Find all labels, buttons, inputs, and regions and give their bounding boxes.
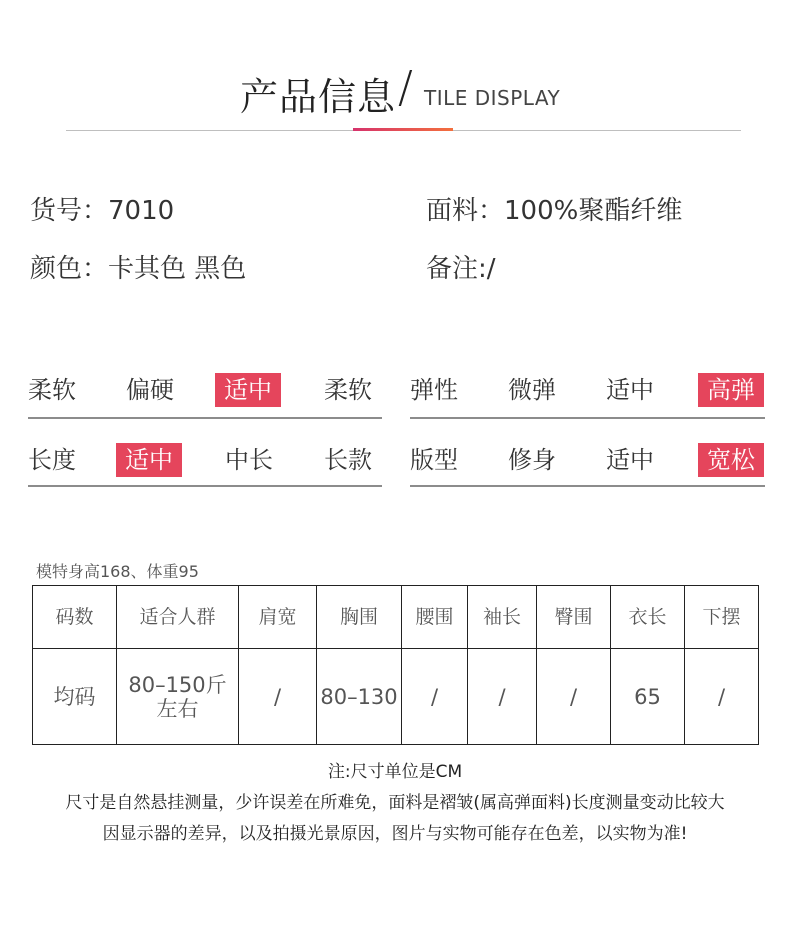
cell-shoulder: / (239, 649, 317, 745)
header-length: 衣长 (611, 586, 685, 649)
item-number: 货号：7010 (30, 196, 175, 226)
size-table (32, 585, 759, 745)
title-slash: / (398, 62, 413, 113)
elasticity-option-high-selected: 高弹 (698, 373, 764, 407)
length-row-line (28, 485, 382, 487)
header-fit-group: 适合人群 (117, 586, 239, 649)
cell-waist: / (402, 649, 468, 745)
cell-chest: 80–130 (317, 649, 402, 745)
softness-row-line (28, 417, 382, 419)
header-accent-bar (353, 128, 453, 131)
fit-option-loose-selected: 宽松 (698, 443, 764, 477)
measurement-note: 尺寸是自然悬挂测量，少许误差在所难免，面料是褶皱(属高弹面料)长度测量变动比较大 (65, 793, 725, 813)
softness-option-medium-selected: 适中 (215, 373, 281, 407)
header-hip: 臀围 (537, 586, 611, 649)
elasticity-label: 弹性 (410, 376, 458, 404)
cell-fit-group-line2: 左右 (156, 696, 199, 721)
cell-fit-group (117, 649, 239, 745)
header-sleeve: 袖长 (468, 586, 537, 649)
length-option-medium-selected: 适中 (116, 443, 182, 477)
fit-row-line (410, 485, 765, 487)
remark-info: 备注:/ (426, 254, 496, 284)
page-title: 产品信息 (240, 75, 397, 119)
length-label: 长度 (28, 446, 76, 474)
cell-sleeve: / (468, 649, 537, 745)
cell-length: 65 (611, 649, 685, 745)
cell-hem: / (685, 649, 759, 745)
length-option-mid-long: 中长 (225, 446, 273, 474)
color-info: 颜色：卡其色 黑色 (30, 254, 247, 284)
cell-fit-group-line1: 80–150斤 (128, 672, 227, 697)
unit-note: 注:尺寸单位是CM (327, 762, 463, 782)
cell-hip: / (537, 649, 611, 745)
header-chest: 胸围 (317, 586, 402, 649)
softness-option-soft: 柔软 (324, 376, 372, 404)
softness-label: 柔软 (28, 376, 76, 404)
elasticity-option-medium: 适中 (606, 376, 654, 404)
elasticity-option-slight: 微弹 (508, 376, 556, 404)
size-table-header-row (33, 586, 759, 649)
length-option-long: 长款 (324, 446, 372, 474)
softness-option-hard: 偏硬 (126, 376, 174, 404)
fabric-info: 面料：100%聚酯纤维 (426, 196, 683, 226)
fit-option-slim: 修身 (508, 446, 556, 474)
header-size: 码数 (33, 586, 117, 649)
cell-size: 均码 (33, 649, 117, 745)
header-hem: 下摆 (685, 586, 759, 649)
model-note: 模特身高168、体重95 (36, 562, 199, 581)
color-difference-note: 因显示器的差异，以及拍摄光景原因，图片与实物可能存在色差，以实物为准! (102, 824, 688, 844)
elasticity-row-line (410, 417, 765, 419)
fit-label: 版型 (410, 446, 458, 474)
page-subtitle: TILE DISPLAY (424, 86, 561, 110)
header-shoulder: 肩宽 (239, 586, 317, 649)
fit-option-regular: 适中 (606, 446, 654, 474)
header-waist: 腰围 (402, 586, 468, 649)
size-table-row (33, 649, 759, 745)
